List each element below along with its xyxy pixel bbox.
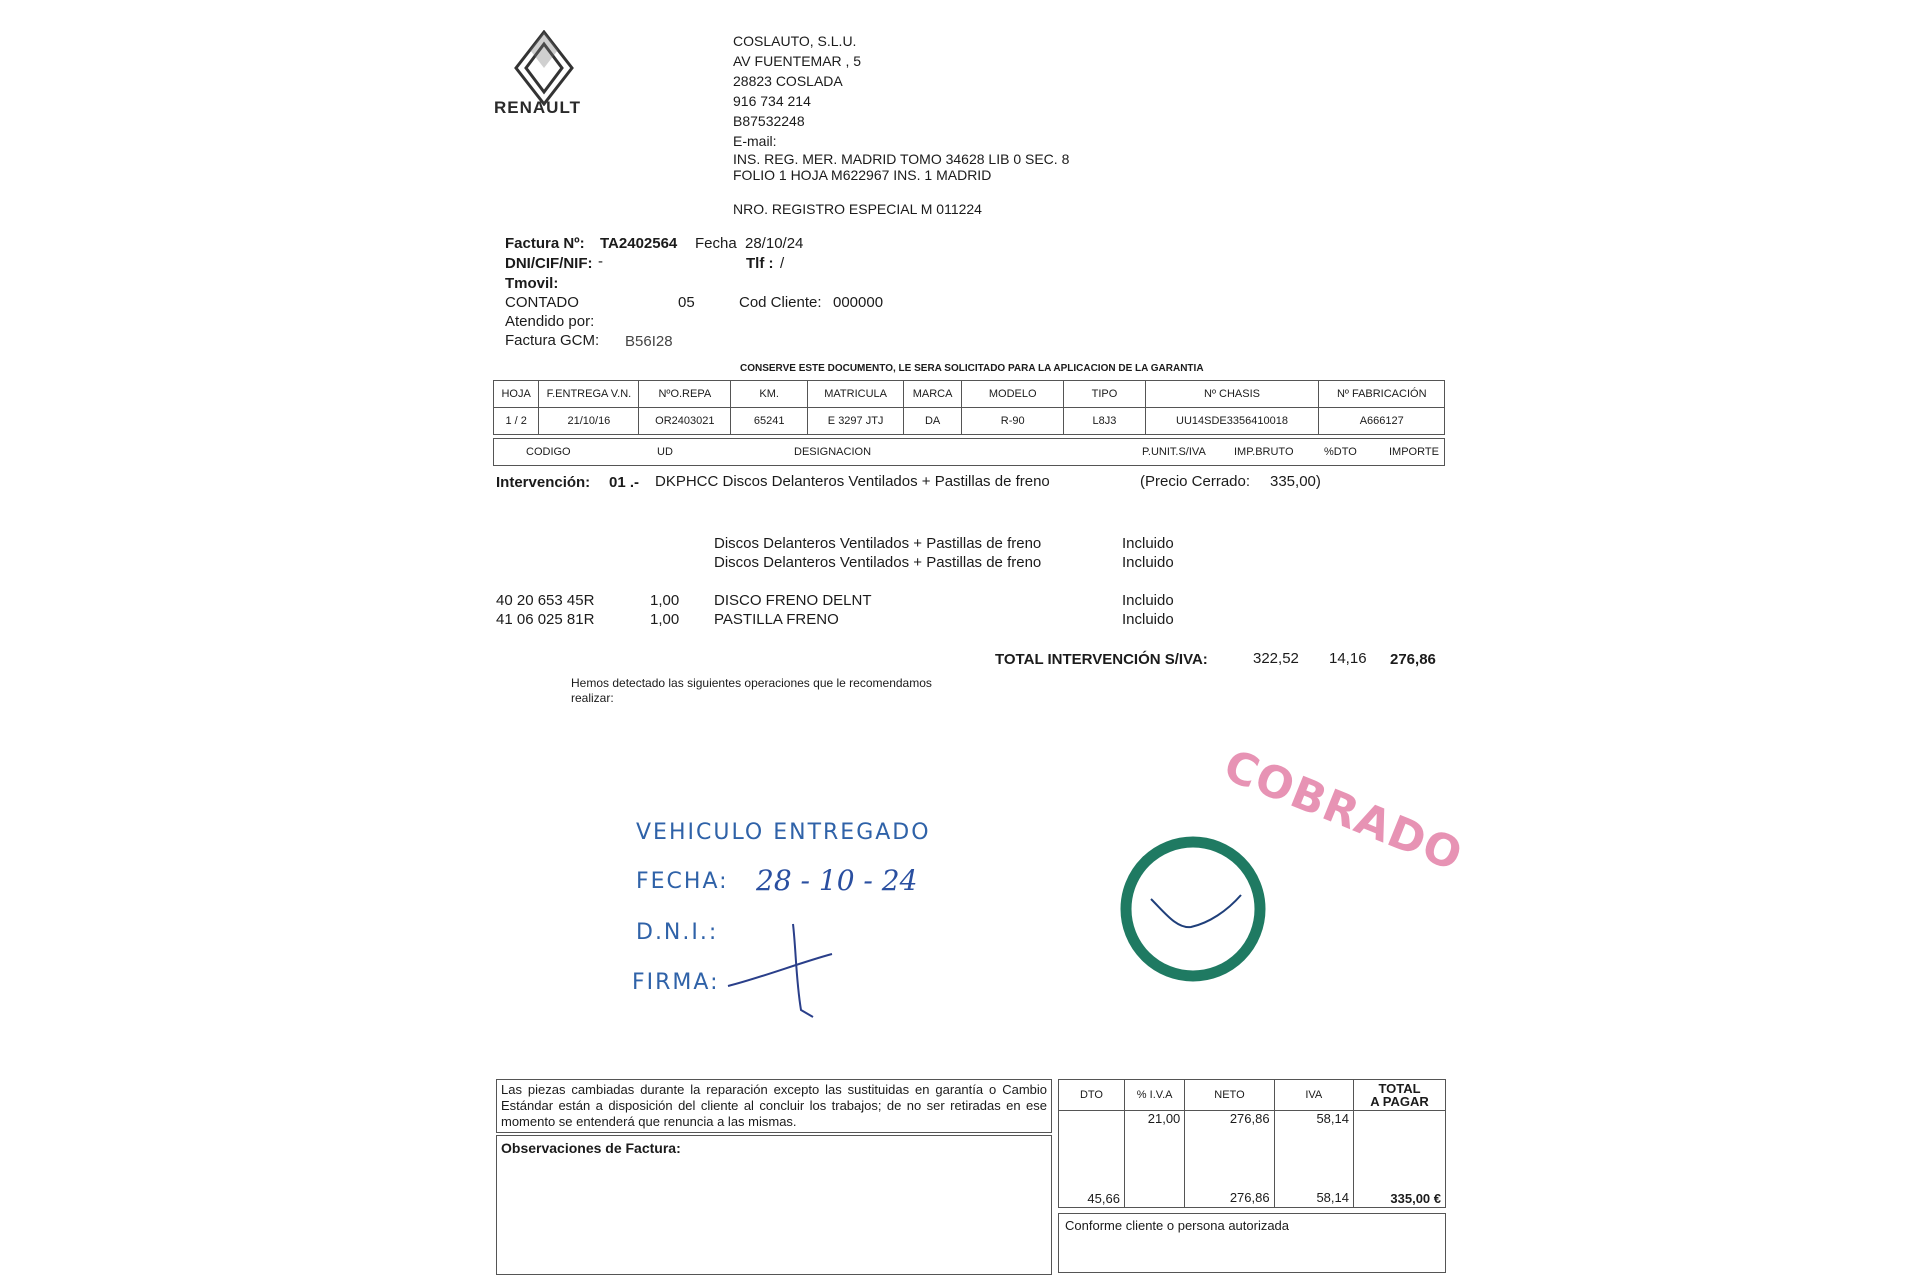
col-dto: %DTO xyxy=(1324,446,1357,458)
tmovil-label: Tmovil: xyxy=(505,275,559,292)
special-registry: NRO. REGISTRO ESPECIAL M 011224 xyxy=(733,201,982,217)
intervention-total-importe: 276,86 xyxy=(1390,651,1436,668)
brand-name: RENAULT xyxy=(494,98,581,117)
package-line-designation: Discos Delanteros Ventilados + Pastillas de freno xyxy=(714,554,1042,571)
gcm-label: Factura GCM: xyxy=(505,332,600,349)
col-punit: P.UNIT.S/IVA xyxy=(1142,446,1206,458)
company-address: AV FUENTEMAR , 5 xyxy=(733,53,862,69)
client-conformity-label: Conforme cliente o persona autorizada xyxy=(1065,1218,1290,1233)
delivery-dni-label: D.N.I.: xyxy=(636,920,719,945)
company-name: COSLAUTO, S.L.U. xyxy=(733,33,857,49)
cell-chasis: UU14SDE3356410018 xyxy=(1145,408,1319,435)
part-qty: 1,00 xyxy=(650,592,680,609)
cell-matricula: E 3297 JTJ xyxy=(808,408,904,435)
dni-label: DNI/CIF/NIF: xyxy=(505,255,593,272)
client-code: 000000 xyxy=(833,294,884,311)
intervention-number: 01 .- xyxy=(609,474,640,491)
closed-price-label: (Precio Cerrado: xyxy=(1140,473,1251,490)
observations-label: Observaciones de Factura: xyxy=(501,1140,681,1156)
client-conformity-box xyxy=(1058,1213,1446,1273)
intervention-description: DKPHCC Discos Delanteros Ventilados + Pastillas de freno xyxy=(655,473,1050,490)
delivery-date-handwritten: 28 - 10 - 24 xyxy=(756,864,918,897)
invoice-date-label: Fecha xyxy=(695,235,737,252)
vehicle-table-value-row xyxy=(494,408,1445,435)
totals-col-total: TOTAL A PAGAR xyxy=(1354,1080,1446,1111)
client-code-label: Cod Cliente: xyxy=(739,294,822,311)
company-phone: 916 734 214 xyxy=(733,93,811,109)
delivery-signature-label: FIRMA: xyxy=(632,970,720,995)
totals-iva-cell: 58,14 58,14 xyxy=(1274,1111,1353,1208)
col-orden: NºO.REPA xyxy=(639,381,731,408)
delivery-stamp-title: VEHICULO ENTREGADO xyxy=(636,820,931,845)
intervention-total-dto: 14,16 xyxy=(1329,650,1367,667)
col-hoja: HOJA xyxy=(494,381,539,408)
cell-marca: DA xyxy=(904,408,962,435)
cell-fabricacion: A666127 xyxy=(1319,408,1445,435)
recommendation-text-2: realizar: xyxy=(571,691,614,705)
col-chasis: Nº CHASIS xyxy=(1145,381,1319,408)
totals-header-row xyxy=(1059,1080,1446,1111)
part-status: Incluido xyxy=(1122,611,1174,628)
col-codigo: CODIGO xyxy=(526,446,571,458)
col-marca: MARCA xyxy=(904,381,962,408)
company-city: 28823 COSLADA xyxy=(733,73,843,89)
part-qty: 1,00 xyxy=(650,611,680,628)
dni-value: - xyxy=(598,253,603,270)
gcm-value: B56I28 xyxy=(625,333,673,350)
totals-total-cell: 335,00 € xyxy=(1354,1111,1446,1208)
col-designacion: DESIGNACION xyxy=(794,446,872,458)
col-impbruto: IMP.BRUTO xyxy=(1234,446,1294,458)
col-tipo: TIPO xyxy=(1064,381,1145,408)
col-matricula: MATRICULA xyxy=(808,381,904,408)
recommendation-text-1: Hemos detectado las siguientes operaciones que le recomendamos xyxy=(571,676,932,690)
col-fabricacion: Nº FABRICACIÓN xyxy=(1319,381,1445,408)
package-line-designation: Discos Delanteros Ventilados + Pastillas de freno xyxy=(714,535,1042,552)
totals-table xyxy=(1058,1079,1446,1208)
delivery-date-label: FECHA: xyxy=(636,869,729,894)
payment-code: 05 xyxy=(678,294,695,311)
part-designation: DISCO FRENO DELNT xyxy=(714,592,872,609)
tlf-label: Tlf : xyxy=(746,255,774,272)
cobrado-stamp: COBRADO xyxy=(1216,740,1470,882)
package-line-status: Incluido xyxy=(1122,554,1174,571)
company-registry-1: INS. REG. MER. MADRID TOMO 34628 LIB 0 SEC. 8 xyxy=(733,151,1070,167)
col-f-entrega: F.ENTREGA V.N. xyxy=(539,381,639,408)
invoice-number: TA2402564 xyxy=(600,235,678,252)
closed-price: 335,00) xyxy=(1270,473,1321,490)
col-ud: UD xyxy=(657,446,673,458)
tlf-value: / xyxy=(780,255,785,272)
cell-orden: OR2403021 xyxy=(639,408,731,435)
line-columns-header xyxy=(493,438,1445,466)
payment-method: CONTADO xyxy=(505,294,579,311)
vehicle-table xyxy=(493,380,1445,435)
signature-icon xyxy=(700,920,840,1020)
cell-modelo: R-90 xyxy=(962,408,1064,435)
totals-col-neto: NETO xyxy=(1185,1080,1274,1111)
cell-hoja: 1 / 2 xyxy=(494,408,539,435)
attended-label: Atendido por: xyxy=(505,313,595,330)
cell-tipo: L8J3 xyxy=(1064,408,1145,435)
cell-f-entrega: 21/10/16 xyxy=(539,408,639,435)
observations-box xyxy=(496,1135,1052,1275)
green-seal-icon xyxy=(1117,833,1269,985)
part-designation: PASTILLA FRENO xyxy=(714,611,839,628)
warranty-notice: CONSERVE ESTE DOCUMENTO, LE SERA SOLICITADO PARA LA APLICACION DE LA GARANTIA xyxy=(740,363,1204,374)
part-status: Incluido xyxy=(1122,592,1174,609)
totals-col-iva-pct: % I.V.A xyxy=(1124,1080,1184,1111)
col-modelo: MODELO xyxy=(962,381,1064,408)
package-line-status: Incluido xyxy=(1122,535,1174,552)
invoice-number-label: Factura Nº: xyxy=(505,235,585,252)
totals-neto-cell: 276,86 276,86 xyxy=(1185,1111,1274,1208)
intervention-label: Intervención: xyxy=(496,474,591,491)
invoice-date: 28/10/24 xyxy=(745,235,804,252)
part-code: 40 20 653 45R xyxy=(496,592,595,609)
col-km: KM. xyxy=(731,381,808,408)
company-registry-2: FOLIO 1 HOJA M622967 INS. 1 MADRID xyxy=(733,167,992,183)
totals-col-iva: IVA xyxy=(1274,1080,1353,1111)
totals-dto-cell: 45,66 xyxy=(1059,1111,1125,1208)
cell-km: 65241 xyxy=(731,408,808,435)
company-cif: B87532248 xyxy=(733,113,805,129)
totals-col-dto: DTO xyxy=(1059,1080,1125,1111)
intervention-total-bruto: 322,52 xyxy=(1253,650,1299,667)
part-code: 41 06 025 81R xyxy=(496,611,595,628)
totals-iva-pct-cell: 21,00 xyxy=(1124,1111,1184,1208)
vehicle-table-header-row xyxy=(494,381,1445,408)
renault-logo-icon xyxy=(514,30,574,106)
totals-value-row xyxy=(1059,1111,1446,1208)
parts-notice: Las piezas cambiadas durante la reparación excepto las sustituidas en garantía o Cambio Estándar están a disposición del cliente al concluir los trabajos; de no ser retiradas en ese momento se entenderá que renuncia a las mismas. xyxy=(496,1079,1052,1133)
intervention-total-label: TOTAL INTERVENCIÓN S/IVA: xyxy=(995,651,1208,668)
company-email-label: E-mail: xyxy=(733,133,777,149)
col-importe: IMPORTE xyxy=(1389,446,1439,458)
